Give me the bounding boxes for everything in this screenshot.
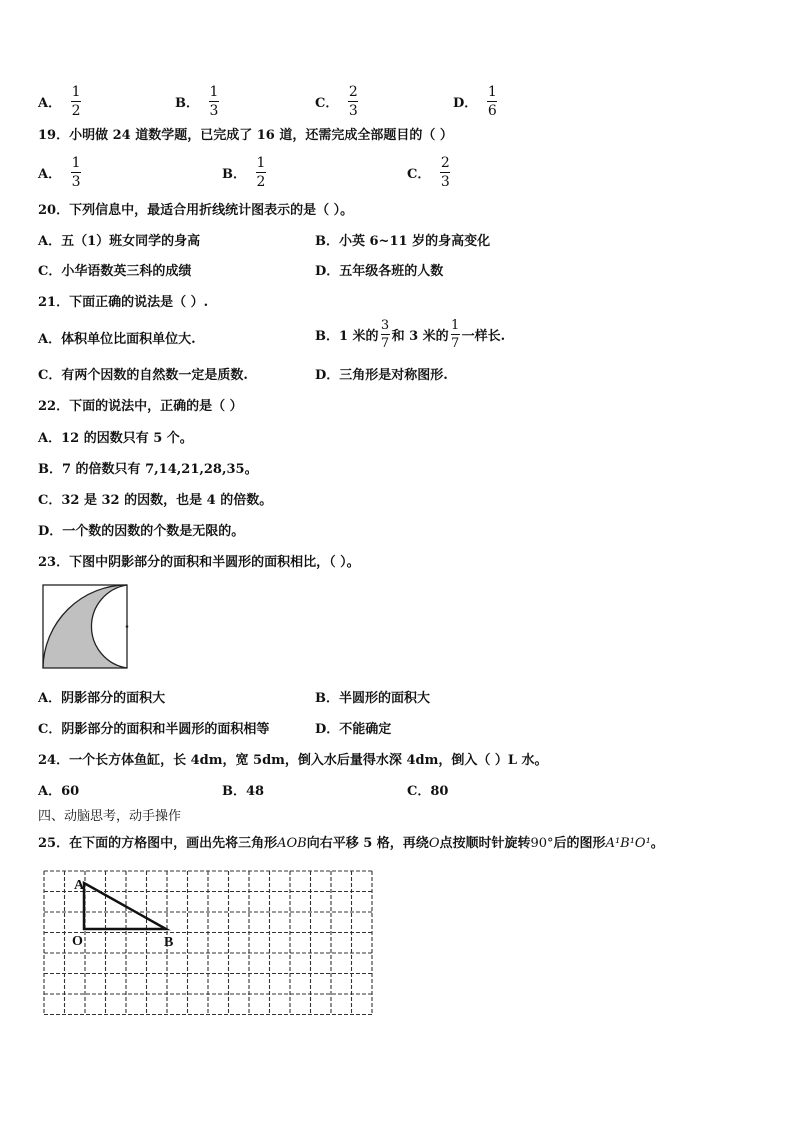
square-grid-figure [40,867,382,1031]
q19-text: 19．小明做 24 道数学题，已完成了 16 道，还需完成全部题目的（ ） [38,128,453,143]
q24-option-a[interactable]: A．60 [38,784,80,799]
q21-fraction-1: 3 7 [380,318,390,351]
q25-text-post: 。 [650,836,664,851]
q24-text: 24．一个长方体鱼缸，长 4dm，宽 5dm，倒入水后量得水深 4dm，倒入（ ）L 水。 [38,753,548,768]
q22-option-a[interactable]: A．12 的因数只有 5 个。 [38,431,193,446]
q21-option-d[interactable]: D．三角形是对称图形. [315,368,448,383]
q19-option-a-label: A． [38,167,62,182]
q18-option-c-label: C． [315,96,339,111]
q23-option-a[interactable]: A．阴影部分的面积大 [38,691,166,706]
q21-fraction-2: 1 7 [451,318,460,351]
q25-math-aob: AOB [277,836,307,851]
q23-option-b[interactable]: B．半圆形的面积大 [315,691,430,706]
q23-option-d[interactable]: D．不能确定 [315,722,392,737]
q18-option-a-fraction: $\frac{1}{2}$ [71,84,81,119]
q22-option-d[interactable]: D．一个数的因数的个数是无限的。 [38,524,245,539]
triangle-aob [84,883,166,929]
q19-option-b-label: B． [222,167,246,182]
q21-option-b-mid: 和 3 米的 [391,329,449,344]
q18-option-c[interactable] [315,84,358,119]
grid-lines [44,871,372,1015]
q18-option-b-label: B． [175,96,199,111]
q18-option-d-label: D． [453,96,478,111]
q25-text-pre: 25．在下面的方格图中，画出先将三角形 [38,836,278,851]
q25-text-mid2: 点按顺时针旋转 [439,836,531,851]
q21-option-b[interactable] [315,318,505,351]
q19-option-c[interactable] [407,155,450,190]
q21-option-b-pre: B．1 米的 [315,329,379,344]
q20-option-c[interactable]: C．小华语数英三科的成绩 [38,264,192,279]
q20-text: 20．下列信息中，最适合用折线统计图表示的是（ ）。 [38,203,354,218]
section-4-heading: 四、动脑思考，动手操作 [38,809,182,824]
q25-math-angle: 90° [530,836,554,851]
label-a: A [74,878,85,893]
q25-text-mid1: 向右平移 5 格，再绕 [306,836,429,851]
q18-option-b[interactable] [175,84,219,119]
q18-option-b-fraction: $\frac{1}{3}$ [209,84,219,119]
q18-option-a[interactable] [38,84,81,119]
q22-option-b[interactable]: B．7 的倍数只有 7,14,21,28,35。 [38,462,258,477]
q18-option-a-label: A． [38,96,62,111]
shaded-region [43,585,127,668]
shaded-semicircle-figure [42,584,132,670]
q18-option-d-fraction: $\frac{1}{6}$ [487,84,497,119]
center-dot [126,625,129,628]
q25-math-o: O [428,836,440,851]
q19-option-b-fraction: $\frac{1}{2}$ [256,155,266,190]
q19-option-b[interactable] [222,155,266,190]
q25-math-a1b1o1: A¹B¹O¹ [605,836,651,851]
q20-option-b[interactable]: B．小英 6~11 岁的身高变化 [315,234,491,249]
q22-option-c[interactable]: C．32 是 32 的因数，也是 4 的倍数。 [38,493,273,508]
q19-option-c-label: C． [407,167,431,182]
q18-option-c-fraction: $\frac{2}{3}$ [348,84,358,119]
label-b: B [164,935,174,950]
q24-option-b[interactable]: B．48 [222,784,265,799]
q18-option-d[interactable] [453,84,497,119]
q22-text: 22．下面的说法中，正确的是（ ） [38,399,243,414]
q19-option-c-fraction: $\frac{2}{3}$ [440,155,450,190]
q23-text: 23．下图中阴影部分的面积和半圆形的面积相比，（ ）。 [38,555,360,570]
q21-text: 21．下面正确的说法是（ ）. [38,295,209,310]
label-o: O [72,934,83,949]
q20-option-d[interactable]: D．五年级各班的人数 [315,264,444,279]
q25-text [38,832,664,851]
q24-option-c[interactable]: C．80 [407,784,449,799]
q25-text-mid3: 后的图形 [553,836,606,851]
q21-option-c[interactable]: C．有两个因数的自然数一定是质数. [38,368,248,383]
q19-option-a-fraction: $\frac{1}{3}$ [71,155,81,190]
q23-option-c[interactable]: C．阴影部分的面积和半圆形的面积相等 [38,722,270,737]
q21-option-b-post: 一样长. [461,329,506,344]
q20-option-a[interactable]: A．五（1）班女同学的身高 [38,234,201,249]
q19-option-a[interactable] [38,155,81,190]
q21-option-a[interactable]: A．体积单位比面积单位大. [38,332,196,347]
